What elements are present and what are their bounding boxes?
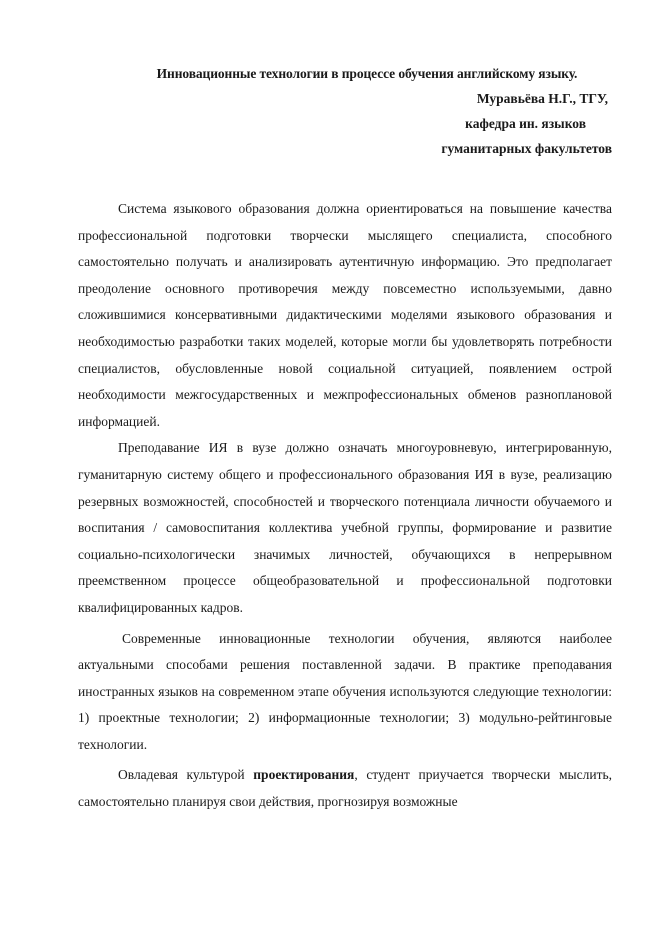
paragraph-3: Современные инновационные технологии обучения, являются наиболее актуальными способами решения поставленной задачи. В практике преподавания иностранных языков на современном этапе обучения используются следующие технологии: 1) проектные технологии; 2) информационные технологии; 3) модульно-рейтинговые технологии. [78, 630, 612, 752]
paragraph-2: Преподавание ИЯ в вузе должно означать многоуровневую, интегрированную, гуманитарную систему общего и профессионального образования ИЯ в вузе, реализацию резервных возможностей, способностей и творческого потенциала личности обучаемого и воспитания / самовоспитания коллектива учебной группы, формирование и развитие социально-психологически значимых личностей, обучающихся в непрерывном преемственном процессе общеобразовательной и профессиональной подготовки квалифицированных кадров. [78, 440, 612, 615]
paragraph-1: Система языкового образования должна ориентироваться на повышение качества профессиональной подготовки творчески мыслящего специалиста, способного самостоятельно получать и анализировать аутентичную информацию. Это предполагает преодоление основного противоречия между повсеместно используемыми, давно сложившимися консервативными дидактическими моделями языкового образования и необходимостью разработки таких моделей, которые могли бы удовлетворять потребности специалистов, обусловленные новой социальной ситуацией, появлением острой необходимости межгосударственных и межпрофессиональных обменов разноплановой информацией. [78, 201, 612, 429]
author-department: кафедра ин. языков [465, 116, 586, 131]
author-faculty: гуманитарных факультетов [441, 141, 612, 156]
paragraph-4-rest: , студент приучается творчески мыслить, самостоятельно планируя свои действия, прогнозируя возможные [78, 767, 612, 810]
document-page [78, 62, 612, 816]
author-block [78, 86, 612, 161]
paragraph-4-lead: Овладевая культурой [118, 767, 254, 783]
document-title: Инновационные технологии в процессе обучения английскому языку. [156, 66, 578, 81]
paragraph-4 [78, 762, 612, 815]
body-text [78, 196, 612, 816]
author-name: Муравьёва Н.Г., ТГУ, [476, 91, 608, 106]
paragraph-4-emphasis: проектирования [253, 767, 355, 783]
